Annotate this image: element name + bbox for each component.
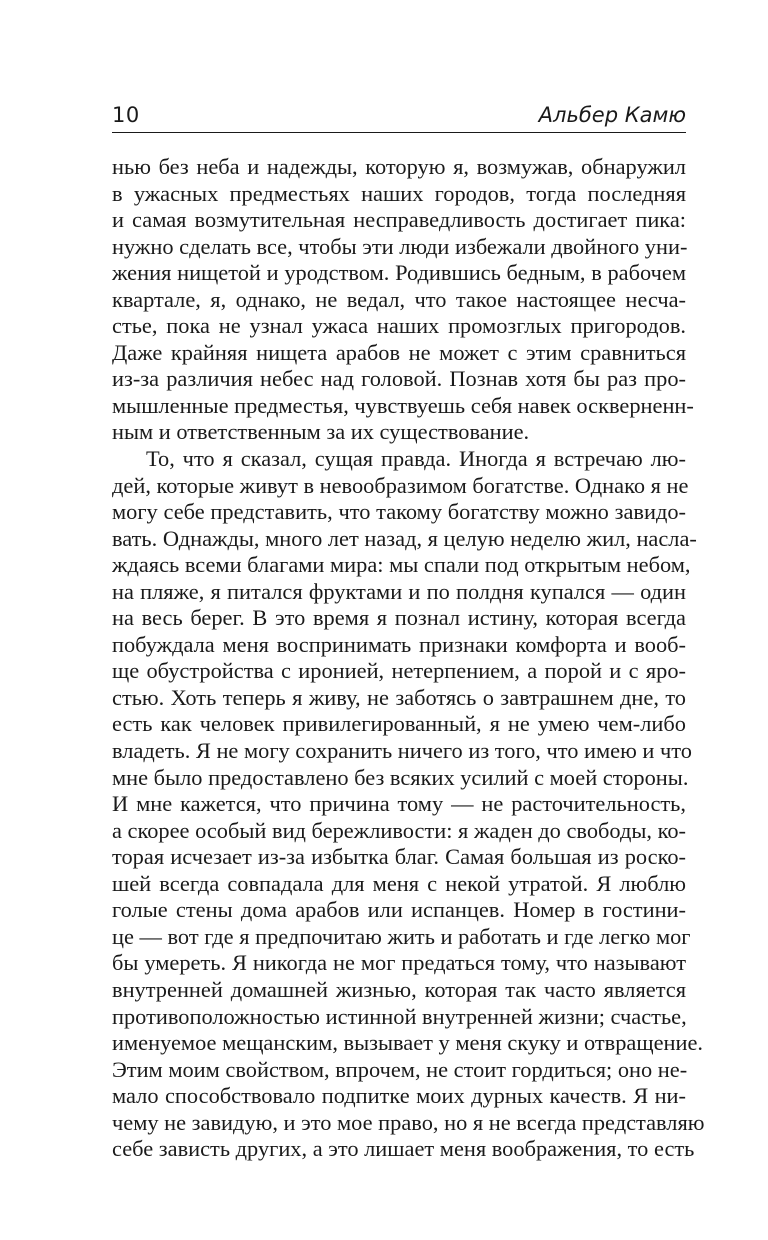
- text-line: жения нищетой и уродством. Родившись бедным, в рабочем: [112, 260, 686, 286]
- text-line: именуемое мещанским, вызывает у меня скуку и отвращение.: [112, 1030, 704, 1056]
- text-line: могу себе представить, что такому богатству можно завидо-: [112, 499, 686, 525]
- running-title: Альбер Камю: [538, 103, 686, 127]
- text-line: владеть. Я не могу сохранить ничего из того, что имею и что: [112, 738, 692, 764]
- text-line: Этим моим свойством, впрочем, не стоит гордиться; оно не-: [112, 1056, 688, 1082]
- text-line: ждаясь всеми благами мира: мы спали под открытым небом,: [112, 552, 691, 578]
- text-line: и самая возмутительная несправедливость достигает пика:: [112, 207, 686, 233]
- text-line: бы умереть. Я никогда не мог предаться тому, что называют: [112, 950, 686, 976]
- running-header: [112, 102, 686, 133]
- text-line: противоположностью истинной внутренней жизни; счастье,: [112, 1003, 687, 1029]
- text-line: есть как человек привилегированный, я не умею чем-либо: [112, 711, 686, 737]
- text-line: голые стены дома арабов или испанцев. Номер в гостини-: [112, 897, 686, 923]
- text-line: стье, пока не узнал ужаса наших промозглых пригородов.: [112, 313, 686, 339]
- text-line: мало способствовало подпитке моих дурных качеств. Я ни-: [112, 1083, 686, 1109]
- text-line: на пляже, я питался фруктами и по полдня купался — один: [112, 578, 686, 604]
- text-line: на весь берег. В это время я познал истину, которая всегда: [112, 605, 686, 631]
- text-line: побуждала меня воспринимать признаки комфорта и вооб-: [112, 631, 686, 657]
- text-line: И мне кажется, что причина тому — не расточительность,: [112, 791, 686, 817]
- body-text: [112, 154, 705, 1163]
- text-line: мышленные предместья, чувствуешь себя навек оскверненн-: [112, 392, 694, 418]
- text-line: шей всегда совпадала для меня с некой утратой. Я люблю: [112, 870, 686, 896]
- text-line: ще обустройства с иронией, нетерпением, а порой и с яро-: [112, 658, 686, 684]
- text-line: а скорее особый вид бережливости: я жаден до свободы, ко-: [112, 817, 686, 843]
- text-line: торая исчезает из-за избытка благ. Самая большая из роско-: [112, 844, 686, 870]
- text-line: стью. Хоть теперь я живу, не заботясь о завтрашнем дне, то: [112, 684, 686, 710]
- page-number: 10: [112, 103, 140, 127]
- text-line: вать. Однажды, много лет назад, я целую неделю жил, насла-: [112, 525, 697, 551]
- text-line: чему не завидую, и это мое право, но я не всегда представляю: [112, 1109, 705, 1135]
- text-line: мне было предоставлено без всяких усилий с моей стороны.: [112, 764, 689, 790]
- text-line: в ужасных предместьях наших городов, тогда последняя: [112, 180, 686, 206]
- text-line: це — вот где я предпочитаю жить и работать и где легко мог: [112, 923, 691, 949]
- text-line: дей, которые живут в невообразимом богатстве. Однако я не: [112, 472, 689, 498]
- text-line: То, что я сказал, сущая правда. Иногда я встречаю лю-: [146, 446, 686, 472]
- text-line: себе зависть других, а это лишает меня воображения, то есть: [112, 1136, 695, 1162]
- text-line: из-за различия небес над головой. Познав хотя бы раз про-: [112, 366, 686, 392]
- text-line: ным и ответственным за их существование.: [112, 419, 530, 445]
- text-line: внутренней домашней жизнью, которая так часто является: [112, 976, 686, 1002]
- text-line: Даже крайняя нищета арабов не может с этим сравниться: [112, 339, 686, 365]
- text-line: нужно сделать все, чтобы эти люди избежали двойного уни-: [112, 233, 688, 259]
- text-line: квартале, я, однако, не ведал, что такое настоящее несча-: [112, 286, 686, 312]
- text-line: нью без неба и надежды, которую я, возмужав, обнаружил: [112, 154, 686, 179]
